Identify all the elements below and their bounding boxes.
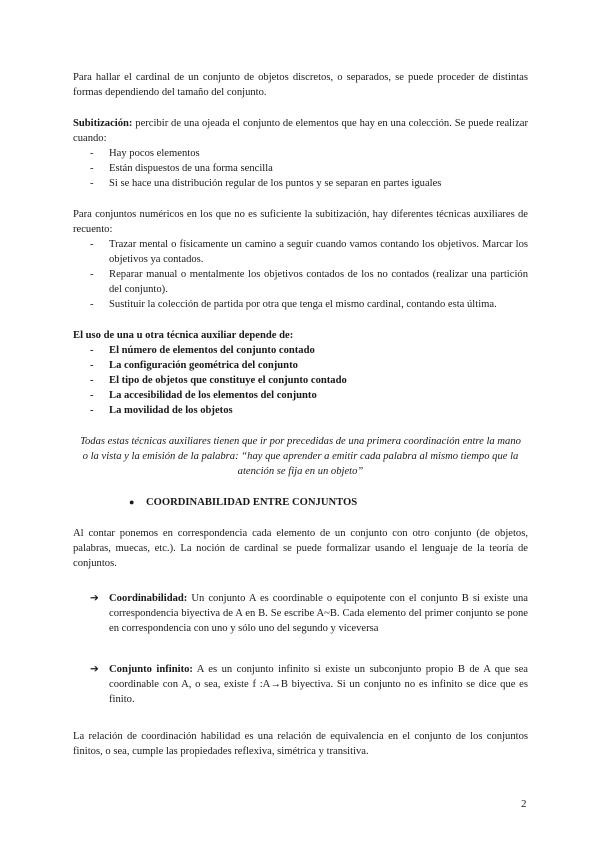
list-item: - El número de elementos del conjunto contado xyxy=(90,345,315,356)
dash-bullet: - xyxy=(90,163,94,174)
section-heading xyxy=(73,495,528,510)
correspondencia-paragraph: Al contar ponemos en correspondencia cada elemento de un conjunto con otro conjunto (de objetos, palabras, muecas, etc.). La noción de cardinal se puede formalizar usando el lenguaje de la teoría de conjuntos. xyxy=(73,528,528,569)
tecnica-title: El uso de una u otra técnica auxiliar depende de: xyxy=(73,330,294,341)
dash-bullet: - xyxy=(90,390,94,401)
page-number: 2 xyxy=(521,798,527,810)
bullet-dot-icon: ● xyxy=(129,497,135,507)
dash-bullet: - xyxy=(90,269,94,280)
dash-bullet: - xyxy=(90,405,94,416)
subitizacion-list xyxy=(73,146,528,191)
list-item: - La movilidad de los objetos xyxy=(90,405,233,416)
list-item: - Si se hace una distribución regular de los puntos y se separan en partes iguales xyxy=(90,178,442,189)
italic-quote: Todas estas técnicas auxiliares tienen que ir por precedidas de una primera coordinación entre la mano o la vista y la emisión de la palabra: “hay que aprender a emitir cada palabra al mismo tiempo que la atención se fija en un objeto” xyxy=(80,436,521,477)
list-item: - La configuración geométrica del conjunto xyxy=(90,360,298,371)
subitizacion-paragraph xyxy=(73,116,528,146)
tecnica-list xyxy=(73,343,528,418)
dash-bullet: - xyxy=(90,299,94,310)
arrow-icon: ➔ xyxy=(90,593,99,604)
subitizacion-text: percibir de una ojeada el conjunto de elementos que hay en una colección. Se puede realizar cuando: xyxy=(73,118,528,144)
dash-bullet: - xyxy=(90,375,94,386)
coordinabilidad-term: Coordinabilidad: xyxy=(109,593,188,604)
dash-bullet: - xyxy=(90,360,94,371)
list-item: - El tipo de objetos que constituye el conjunto contado xyxy=(90,375,347,386)
list-item: - Están dispuestos de una forma sencilla xyxy=(90,163,273,174)
dash-bullet: - xyxy=(90,148,94,159)
subitizacion-term: Subitización: xyxy=(73,118,133,129)
coordinabilidad-text: Un conjunto A es coordinable o equipotente con el conjunto B si existe una correspondencia biyectiva de A en B. Se escribe A~B. Cada elemento del primer conjunto se pone en correspondencia con uno y sólo uno del segundo y viceversa xyxy=(109,593,528,634)
section-heading-text: COORDINABILIDAD ENTRE CONJUNTOS xyxy=(146,497,358,508)
arrow-icon: ➔ xyxy=(90,664,99,675)
coordinabilidad-item xyxy=(73,591,528,636)
list-item: - La accesibilidad de los elementos del conjunto xyxy=(90,390,317,401)
recuento-paragraph: Para conjuntos numéricos en los que no es suficiente la subitización, hay diferentes técnicas auxiliares de recuento: xyxy=(73,209,528,235)
document-page xyxy=(73,70,528,759)
list-item: - Reparar manual o mentalmente los objetivos contados de los no contados (realizar una partición del conjunto). xyxy=(90,269,528,295)
list-item: - Sustituir la colección de partida por otra que tenga el mismo cardinal, contando esta última. xyxy=(90,299,497,310)
infinito-item xyxy=(73,662,528,707)
recuento-list xyxy=(73,237,528,312)
dash-bullet: - xyxy=(90,178,94,189)
infinito-text: A es un conjunto infinito si existe un subconjunto propio B de A que sea coordinable con A, o sea, existe f :A→B biyectiva. Si un conjunto no es infinito se dice que es finito. xyxy=(109,664,528,705)
dash-bullet: - xyxy=(90,345,94,356)
list-item: - Hay pocos elementos xyxy=(90,148,200,159)
list-item: - Trazar mental o físicamente un camino a seguir cuando vamos contando los objetivos. Marcar los objetivos ya contados. xyxy=(90,239,528,265)
relacion-paragraph: La relación de coordinación habilidad es una relación de equivalencia en el conjunto de los conjuntos finitos, o sea, cumple las propiedades reflexiva, simétrica y transitiva. xyxy=(73,731,528,757)
dash-bullet: - xyxy=(90,239,94,250)
infinito-term: Conjunto infinito: xyxy=(109,664,193,675)
intro-paragraph: Para hallar el cardinal de un conjunto de objetos discretos, o separados, se puede proceder de distintas formas dependiendo del tamaño del conjunto. xyxy=(73,72,528,98)
